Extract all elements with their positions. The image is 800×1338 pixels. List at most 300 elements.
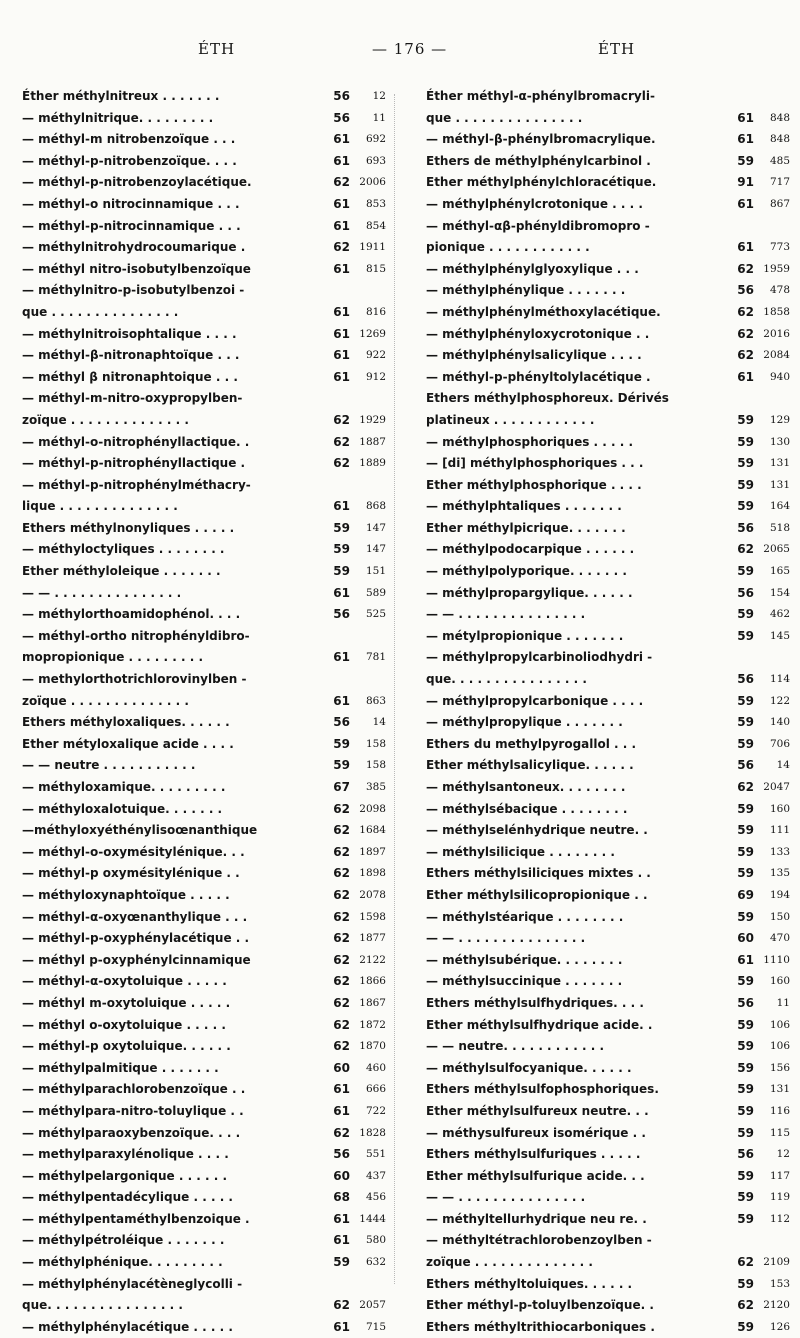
entry-page: 2109 (763, 1256, 790, 1269)
entry-term: — méthyl m-oxytoluique . . . . . (22, 995, 231, 1010)
entry-term: — méthylphénique. . . . . . . . . (22, 1255, 223, 1270)
index-entry (426, 86, 790, 108)
entry-volume: 61 (333, 132, 350, 147)
entry-term: Éther méthyl-α-phénylbromacryli- (426, 89, 655, 103)
entry-term: — méthylpétroléique . . . . . . . (22, 1233, 225, 1248)
entry-page: 150 (769, 910, 790, 923)
index-entry (22, 1295, 386, 1317)
entry-term: — méthylstéarique . . . . . . . . (426, 909, 624, 924)
entry-term: — méthylpalmitique . . . . . . . (22, 1060, 219, 1075)
entry-volume: 61 (333, 1233, 350, 1248)
entry-term: — méthylpropylcarbinoliodhydri - (426, 650, 653, 665)
entry-page: 12 (372, 90, 386, 102)
index-entry (426, 1123, 790, 1145)
entry-volume: 56 (737, 1147, 754, 1162)
entry-volume: 59 (737, 1039, 754, 1054)
entry-volume: 59 (737, 823, 754, 838)
index-entry (22, 1209, 386, 1231)
entry-page: 1870 (359, 1040, 386, 1053)
entry-term: — méthyl-β-phénylbromacrylique. (426, 132, 656, 147)
index-entry (426, 842, 790, 864)
entry-page: 147 (365, 543, 386, 556)
entry-volume: 59 (737, 153, 754, 168)
entry-volume: 56 (333, 607, 350, 622)
entry-page: 1911 (359, 241, 386, 254)
index-entry (426, 691, 790, 713)
entry-volume: 59 (737, 736, 754, 751)
index-entry (22, 820, 386, 842)
entry-volume: 62 (333, 1298, 350, 1313)
index-entry (426, 777, 790, 799)
entry-volume: 61 (333, 218, 350, 233)
index-entry (22, 734, 386, 756)
entry-page: 2047 (763, 781, 790, 793)
entry-term: — méthyl β nitronaphtoique . . . (22, 369, 238, 384)
entry-page: 145 (769, 629, 790, 642)
entry-volume: 61 (333, 650, 350, 665)
entry-page: 848 (769, 111, 790, 124)
entry-page: 11 (776, 996, 790, 1009)
entry-page: 1872 (359, 1018, 386, 1031)
entry-term: — méthyloxamique. . . . . . . . . (22, 780, 226, 794)
index-entry (426, 626, 790, 648)
entry-volume: 60 (333, 1060, 350, 1075)
entry-page: 160 (769, 802, 790, 815)
index-entry (426, 539, 790, 561)
entry-term: — méthylsantoneux. . . . . . . . (426, 780, 626, 794)
entry-volume: 59 (737, 866, 754, 881)
entry-page: 2006 (359, 176, 386, 189)
entry-page: 126 (769, 1320, 790, 1333)
entry-volume: 59 (737, 564, 754, 579)
index-entry (426, 172, 790, 194)
entry-page: 1959 (763, 262, 790, 275)
index-entry (426, 799, 790, 821)
entry-page: 131 (769, 1083, 790, 1096)
entry-page: 2120 (763, 1299, 790, 1312)
entry-term: — méthyl-o nitrocinnamique . . . (22, 196, 240, 211)
entry-page: 2016 (763, 327, 790, 340)
entry-term: — méthylselénhydrique neutre. . (426, 823, 648, 838)
entry-page: 14 (776, 759, 790, 772)
entry-volume: 61 (333, 304, 350, 319)
entry-page: 106 (769, 1040, 790, 1053)
entry-term: — méthyl-p oxytoluique. . . . . . (22, 1039, 231, 1054)
entry-page: 1110 (763, 953, 790, 966)
index-entry (22, 194, 386, 216)
entry-page: 706 (769, 737, 790, 750)
index-entry (22, 1101, 386, 1123)
index-entry (426, 410, 790, 432)
entry-term: — méthyl-α-oxytoluique . . . . . (22, 974, 227, 989)
entry-page: 153 (769, 1277, 790, 1290)
entry-volume: 62 (333, 175, 350, 190)
entry-volume: 91 (737, 175, 754, 190)
entry-volume: 61 (333, 261, 350, 276)
entry-page: 158 (365, 737, 386, 750)
entry-volume: 62 (737, 304, 754, 319)
index-entry (426, 1015, 790, 1037)
index-entry (426, 237, 790, 259)
entry-volume: 61 (737, 240, 754, 255)
entry-volume: 59 (737, 1060, 754, 1075)
entry-term: Ethers méthylsulfuriques . . . . . (426, 1147, 641, 1162)
entry-term: — — neutre. . . . . . . . . . . . (426, 1039, 605, 1054)
index-entry (22, 1144, 386, 1166)
entry-volume: 61 (333, 1319, 350, 1334)
index-entry (22, 626, 386, 648)
index-entry (426, 950, 790, 972)
entry-volume: 62 (333, 844, 350, 859)
entry-term: — méthylpropylique . . . . . . . (426, 715, 623, 730)
entry-volume: 59 (737, 1190, 754, 1205)
entry-volume: 59 (333, 758, 350, 773)
entry-volume: 62 (333, 887, 350, 902)
entry-term: — méthyl-p-phényltolylacétique . (426, 369, 651, 384)
entry-volume: 59 (737, 456, 754, 471)
entry-volume: 62 (333, 1039, 350, 1054)
entry-page: 863 (365, 694, 386, 707)
index-entry (426, 388, 790, 410)
index-entry (426, 1036, 790, 1058)
index-entry (22, 367, 386, 389)
entry-volume: 62 (737, 1298, 754, 1313)
entry-term: — méthylpodocarpique . . . . . . (426, 542, 635, 557)
index-entry (22, 583, 386, 605)
entry-page: 1598 (359, 910, 386, 923)
index-entry (426, 863, 790, 885)
entry-volume: 61 (737, 196, 754, 211)
left-index-column (22, 86, 386, 1338)
index-entry (426, 518, 790, 540)
entry-volume: 61 (333, 1082, 350, 1097)
entry-volume: 62 (333, 866, 350, 881)
index-entry (22, 647, 386, 669)
entry-term: Ethers méthyltoluiques. . . . . . (426, 1276, 633, 1291)
index-entry (426, 475, 790, 497)
entry-term: — métylpropionique . . . . . . . (426, 628, 624, 643)
entry-term: — méthylphénylcrotonique . . . . (426, 196, 643, 211)
index-entry (426, 647, 790, 669)
entry-volume: 56 (737, 758, 754, 773)
index-entry (22, 799, 386, 821)
index-entry (22, 539, 386, 561)
entry-term: — méthylphénylacétèneglycolli - (22, 1276, 243, 1291)
entry-volume: 56 (737, 283, 754, 298)
index-entry (426, 432, 790, 454)
entry-term: — méthyl-p-nitrobenzoylacétique. (22, 175, 252, 190)
index-entry (426, 302, 790, 324)
entry-volume: 60 (737, 931, 754, 946)
entry-volume: 62 (333, 909, 350, 924)
entry-term: zoïque . . . . . . . . . . . . . . (22, 693, 189, 708)
entry-volume: 59 (737, 909, 754, 924)
entry-page: 160 (769, 975, 790, 988)
entry-page: 12 (776, 1148, 790, 1161)
entry-term: — méthylparaoxybenzoïque. . . . (22, 1125, 241, 1140)
entry-term: zoïque . . . . . . . . . . . . . . (426, 1255, 593, 1270)
index-entry (22, 928, 386, 950)
entry-term: — méthylphénylméthoxylacétique. (426, 304, 661, 319)
entry-volume: 61 (333, 348, 350, 363)
index-entry (22, 302, 386, 324)
index-entry (22, 1058, 386, 1080)
entry-page: 456 (365, 1191, 386, 1204)
entry-page: 1887 (359, 435, 386, 448)
entry-volume: 67 (333, 780, 350, 794)
index-entry (22, 496, 386, 518)
entry-term: — méthylphényloxycrotonique . . (426, 326, 650, 341)
entry-term: Ethers méthylphosphoreux. Dérivés (426, 391, 669, 406)
entry-volume: 59 (737, 1168, 754, 1183)
header-left: ÉTH (198, 40, 236, 58)
entry-page: 1866 (359, 975, 386, 988)
index-entry (22, 172, 386, 194)
entry-page: 551 (365, 1148, 386, 1161)
entry-page: 1684 (359, 824, 386, 837)
entry-page: 147 (365, 521, 386, 534)
entry-term: — méthylparachlorobenzoïque . . (22, 1082, 246, 1097)
entry-volume: 59 (737, 974, 754, 989)
entry-term: — méthylpentaméthylbenzoique . (22, 1211, 250, 1226)
entry-term: — méthyltellurhydrique neu re. . (426, 1211, 647, 1226)
entry-term: Ether méthylphénylchloracétique. (426, 175, 657, 190)
entry-term: — méthylpelargonique . . . . . . (22, 1168, 228, 1183)
entry-volume: 62 (333, 952, 350, 967)
index-entry (426, 971, 790, 993)
index-entry (426, 820, 790, 842)
entry-term: Ether méthylpicrique. . . . . . . (426, 520, 626, 535)
index-entry (426, 280, 790, 302)
entry-page: 462 (769, 608, 790, 621)
index-entry (426, 1295, 790, 1317)
entry-page: 722 (365, 1104, 386, 1117)
entry-term: — méthyl-p-nitrophénylméthacry- (22, 477, 251, 492)
index-entry (426, 907, 790, 929)
entry-term: Ethers méthylsiliciques mixtes . . (426, 866, 651, 881)
entry-term: Ether méthylsulfhydrique acide. . (426, 1017, 653, 1032)
entry-term: — méthyloxalotuique. . . . . . . (22, 801, 223, 816)
entry-volume: 61 (333, 693, 350, 708)
entry-term: Ethers méthylnonyliques . . . . . (22, 520, 235, 535)
entry-volume: 59 (737, 1125, 754, 1140)
index-entry (426, 928, 790, 950)
index-entry (22, 777, 386, 799)
index-entry (22, 863, 386, 885)
entry-page: 867 (769, 197, 790, 210)
entry-volume: 59 (737, 1211, 754, 1226)
entry-term: — — neutre . . . . . . . . . . . (22, 758, 196, 773)
entry-page: 848 (769, 133, 790, 146)
entry-volume: 59 (737, 434, 754, 449)
entry-term: pionique . . . . . . . . . . . . (426, 240, 590, 255)
entry-term: Ether méthylsalicylique. . . . . . (426, 758, 634, 773)
index-entry (22, 1079, 386, 1101)
index-entry (426, 1209, 790, 1231)
index-entry (22, 216, 386, 238)
entry-volume: 62 (737, 326, 754, 341)
entry-term: platineux . . . . . . . . . . . . (426, 412, 595, 427)
entry-volume: 68 (333, 1190, 350, 1205)
index-entry (426, 151, 790, 173)
index-entry (22, 1015, 386, 1037)
entry-page: 117 (769, 1169, 790, 1182)
entry-volume: 62 (333, 974, 350, 989)
page-number: — 176 — (372, 40, 448, 58)
entry-volume: 56 (333, 1147, 350, 1162)
entry-term: Éther méthylnitreux . . . . . . . (22, 89, 220, 103)
index-entry (426, 1101, 790, 1123)
entry-term: — méthylnitrique. . . . . . . . . (22, 110, 214, 125)
column-divider (394, 94, 395, 1284)
entry-page: 1828 (359, 1126, 386, 1139)
index-entry (22, 885, 386, 907)
entry-term: — méthylpolyporique. . . . . . . (426, 564, 627, 579)
entry-volume: 59 (737, 715, 754, 730)
entry-term: — méthylsubérique. . . . . . . . (426, 952, 623, 967)
entry-term: — méthylorthoamidophénol. . . . (22, 607, 241, 622)
index-entry (426, 259, 790, 281)
index-entry (426, 712, 790, 734)
entry-volume: 59 (737, 693, 754, 708)
entry-volume: 59 (333, 542, 350, 557)
entry-term: — méthyloctyliques . . . . . . . . (22, 542, 225, 557)
entry-page: 151 (365, 565, 386, 578)
entry-page: 692 (365, 133, 386, 146)
entry-term: Ether méthylsilicopropionique . . (426, 887, 648, 902)
entry-page: 1877 (359, 932, 386, 945)
index-entry (426, 453, 790, 475)
entry-volume: 61 (333, 326, 350, 341)
index-entry (426, 604, 790, 626)
entry-page: 781 (365, 651, 386, 664)
index-entry (426, 1079, 790, 1101)
entry-volume: 61 (333, 585, 350, 600)
entry-page: 816 (365, 305, 386, 318)
entry-term: — méthylpropylcarbonique . . . . (426, 693, 644, 708)
entry-term: — méthylnitrohydrocoumarique . (22, 240, 246, 255)
entry-page: 525 (365, 608, 386, 621)
entry-term: — méthyloxynaphtoïque . . . . . (22, 887, 230, 902)
entry-volume: 59 (737, 844, 754, 859)
running-header (0, 40, 800, 62)
entry-volume: 59 (737, 628, 754, 643)
entry-volume: 62 (737, 348, 754, 363)
entry-term: Ether méthylsulfurique acide. . . (426, 1168, 645, 1183)
entry-volume: 59 (333, 1255, 350, 1270)
entry-page: 1269 (359, 327, 386, 340)
entry-page: 693 (365, 154, 386, 167)
entry-page: 158 (365, 759, 386, 772)
index-entry (22, 432, 386, 454)
index-entry (426, 669, 790, 691)
entry-page: 130 (769, 435, 790, 448)
entry-term: — méthyl-p-nitrocinnamique . . . (22, 218, 241, 233)
entry-term: — méthyl-p-nitrophényllactique . (22, 456, 246, 471)
entry-term: que. . . . . . . . . . . . . . . . (426, 672, 587, 687)
index-entry (22, 907, 386, 929)
entry-volume: 61 (737, 132, 754, 147)
entry-term: — methylparaxylénolique . . . . (22, 1147, 229, 1162)
entry-volume: 62 (737, 780, 754, 794)
index-entry (22, 86, 386, 108)
entry-page: 940 (769, 370, 790, 383)
entry-page: 106 (769, 1018, 790, 1031)
entry-page: 131 (769, 457, 790, 470)
entry-term: — — . . . . . . . . . . . . . . . (426, 607, 586, 622)
entry-term: Ether méthylphosphorique . . . . (426, 477, 642, 492)
entry-term: — méthyl-p-nitrobenzoïque. . . . (22, 153, 237, 168)
entry-page: 815 (365, 262, 386, 275)
entry-page: 922 (365, 349, 386, 362)
entry-page: 112 (769, 1212, 790, 1225)
entry-page: 140 (769, 716, 790, 729)
index-entry (22, 950, 386, 972)
entry-volume: 60 (333, 1168, 350, 1183)
entry-volume: 59 (737, 1319, 754, 1334)
entry-term: — méthyl-p-oxyphénylacétique . . (22, 931, 250, 946)
entry-page: 1889 (359, 457, 386, 470)
index-entry (426, 1317, 790, 1338)
index-entry (426, 583, 790, 605)
entry-term: — méthylphosphoriques . . . . . (426, 434, 634, 449)
entry-page: 165 (769, 565, 790, 578)
index-entry (22, 1252, 386, 1274)
entry-term: — méthyltétrachlorobenzoylben - (426, 1233, 652, 1248)
entry-page: 717 (769, 176, 790, 189)
entry-volume: 59 (737, 477, 754, 492)
entry-term: — méthylphénylique . . . . . . . (426, 283, 626, 298)
entry-volume: 56 (737, 672, 754, 687)
entry-page: 135 (769, 867, 790, 880)
entry-page: 854 (365, 219, 386, 232)
entry-page: 485 (769, 154, 790, 167)
entry-page: 114 (769, 673, 790, 686)
index-entry (426, 345, 790, 367)
entry-page: 460 (365, 1061, 386, 1074)
entry-term: — méthyl-p oxymésitylénique . . (22, 866, 240, 881)
entry-page: 437 (365, 1169, 386, 1182)
entry-volume: 56 (737, 585, 754, 600)
index-entry (426, 885, 790, 907)
entry-term: que . . . . . . . . . . . . . . . (426, 110, 583, 125)
index-entry (22, 842, 386, 864)
index-entry (426, 734, 790, 756)
index-entry (426, 561, 790, 583)
entry-term: — — . . . . . . . . . . . . . . . (22, 585, 182, 600)
entry-term: — methylorthotrichlorovinylben - (22, 672, 247, 687)
entry-page: 119 (769, 1191, 790, 1204)
entry-page: 912 (365, 370, 386, 383)
entry-term: que. . . . . . . . . . . . . . . . (22, 1298, 183, 1313)
entry-page: 115 (769, 1126, 790, 1139)
index-entry (22, 518, 386, 540)
right-index-column (426, 86, 790, 1338)
entry-volume: 61 (333, 499, 350, 514)
entry-term: — méthylphénylacétique . . . . . (22, 1319, 233, 1334)
entry-page: 470 (769, 932, 790, 945)
entry-page: 2065 (763, 543, 790, 556)
index-entry (22, 237, 386, 259)
entry-volume: 61 (737, 952, 754, 967)
entry-volume: 62 (333, 1125, 350, 1140)
index-entry (22, 1036, 386, 1058)
entry-term: — méthylsulfocyanique. . . . . . (426, 1060, 632, 1075)
entry-term: Ether méthyl-p-toluylbenzoïque. . (426, 1298, 654, 1313)
index-entry (22, 108, 386, 130)
index-entry (22, 669, 386, 691)
entry-page: 632 (365, 1256, 386, 1269)
